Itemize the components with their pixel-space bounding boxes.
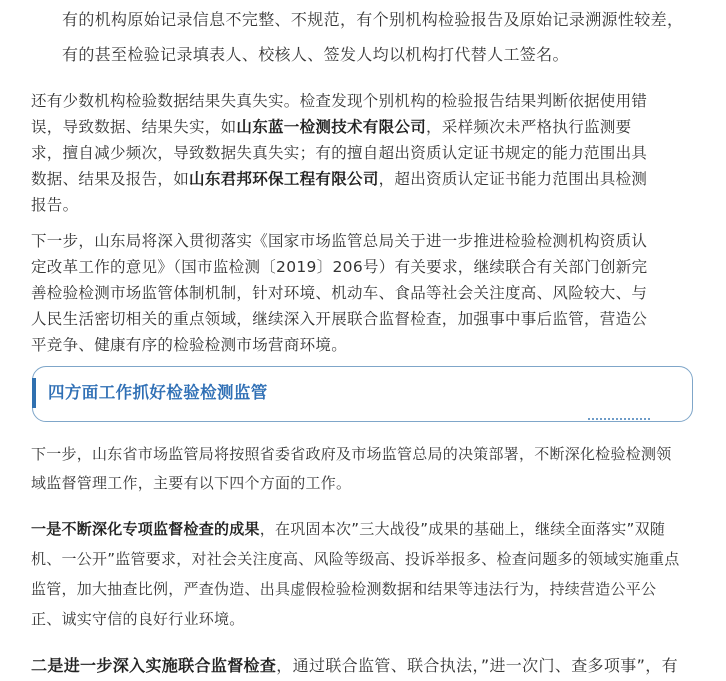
paragraph-line: 域监督管理工作，主要有以下四个方面的工作。: [31, 474, 352, 492]
heading-accent-bar: [32, 378, 36, 408]
section-heading: 四方面工作抓好检验检测监管: [48, 383, 268, 402]
paragraph-line: 定改革工作的意见》（国市监检测〔2019〕206号）有关要求，继续联合有关部门创新完: [31, 258, 648, 276]
heading-decoration-dots: [588, 418, 650, 420]
text-span: ，在巩固本次”三大战役”成果的基础上，继续全面落实”双随: [259, 520, 666, 538]
paragraph-line: 有的甚至检验记录填表人、校核人、签发人均以机构打代替人工签名。: [62, 45, 569, 64]
text-span: ，采样频次未严格执行监测要: [426, 118, 632, 136]
text-span: 数据、结果及报告，如: [31, 170, 190, 188]
paragraph-line: 监管，加大抽查比例，严查伪造、出具虚假检验检测数据和结果等违法行为，持续营造公平公: [31, 580, 657, 598]
paragraph-line: 下一步，山东局将深入贯彻落实《国家市场监管总局关于进一步推进检验检测机构资质认: [31, 232, 648, 250]
paragraph-line: 人民生活密切相关的重点领域，继续深入开展联合监督检查，加强事中事后监管，营造公: [31, 310, 648, 328]
company-name-bold: 山东君邦环保工程有限公司: [189, 170, 379, 188]
text-span: ，超出资质认定证书能力范围出具检测: [378, 170, 648, 188]
paragraph-line: 报告。: [31, 196, 79, 214]
paragraph-line: 还有少数机构检验数据结果失真失实。检查发现个别机构的检验报告结果判断依据使用错: [31, 92, 648, 110]
paragraph-line: 善检验检测市场监管体制机制，针对环境、机动车、食品等社会关注度高、风险较大、与: [31, 284, 648, 302]
text-span: ，通过联合监管、联合执法，”进一次门、查多项事”，有: [276, 656, 678, 675]
paragraph-line: 有的机构原始记录信息不完整、不规范，有个别机构检验报告及原始记录溯源性较差，: [62, 10, 684, 29]
company-name-bold: 山东蓝一检测技术有限公司: [236, 118, 427, 136]
bold-lead: 一是不断深化专项监督检查的成果: [31, 520, 260, 538]
paragraph-line: [31, 519, 665, 539]
paragraph-line: [31, 117, 631, 137]
paragraph-line: [31, 656, 678, 676]
bold-lead: 二是进一步深入实施联合监督检查: [31, 656, 277, 675]
paragraph-line: 平竞争、健康有序的检验检测市场营商环境。: [31, 336, 348, 354]
paragraph-line: 机、一公开”监管要求，对社会关注度高、风险等级高、投诉举报多、检查问题多的领域实施重点: [31, 550, 680, 568]
paragraph-line: 求，擅自减少频次，导致数据失真失实；有的擅自超出资质认定证书规定的能力范围出具: [31, 144, 648, 162]
text-span: 误，导致数据、结果失实，如: [31, 118, 237, 136]
paragraph-line: 下一步，山东省市场监管局将按照省委省政府及市场监管总局的决策部署，不断深化检验检测领: [31, 445, 672, 463]
paragraph-line: [31, 169, 647, 189]
paragraph-line: 正、诚实守信的良好行业环境。: [31, 610, 245, 628]
